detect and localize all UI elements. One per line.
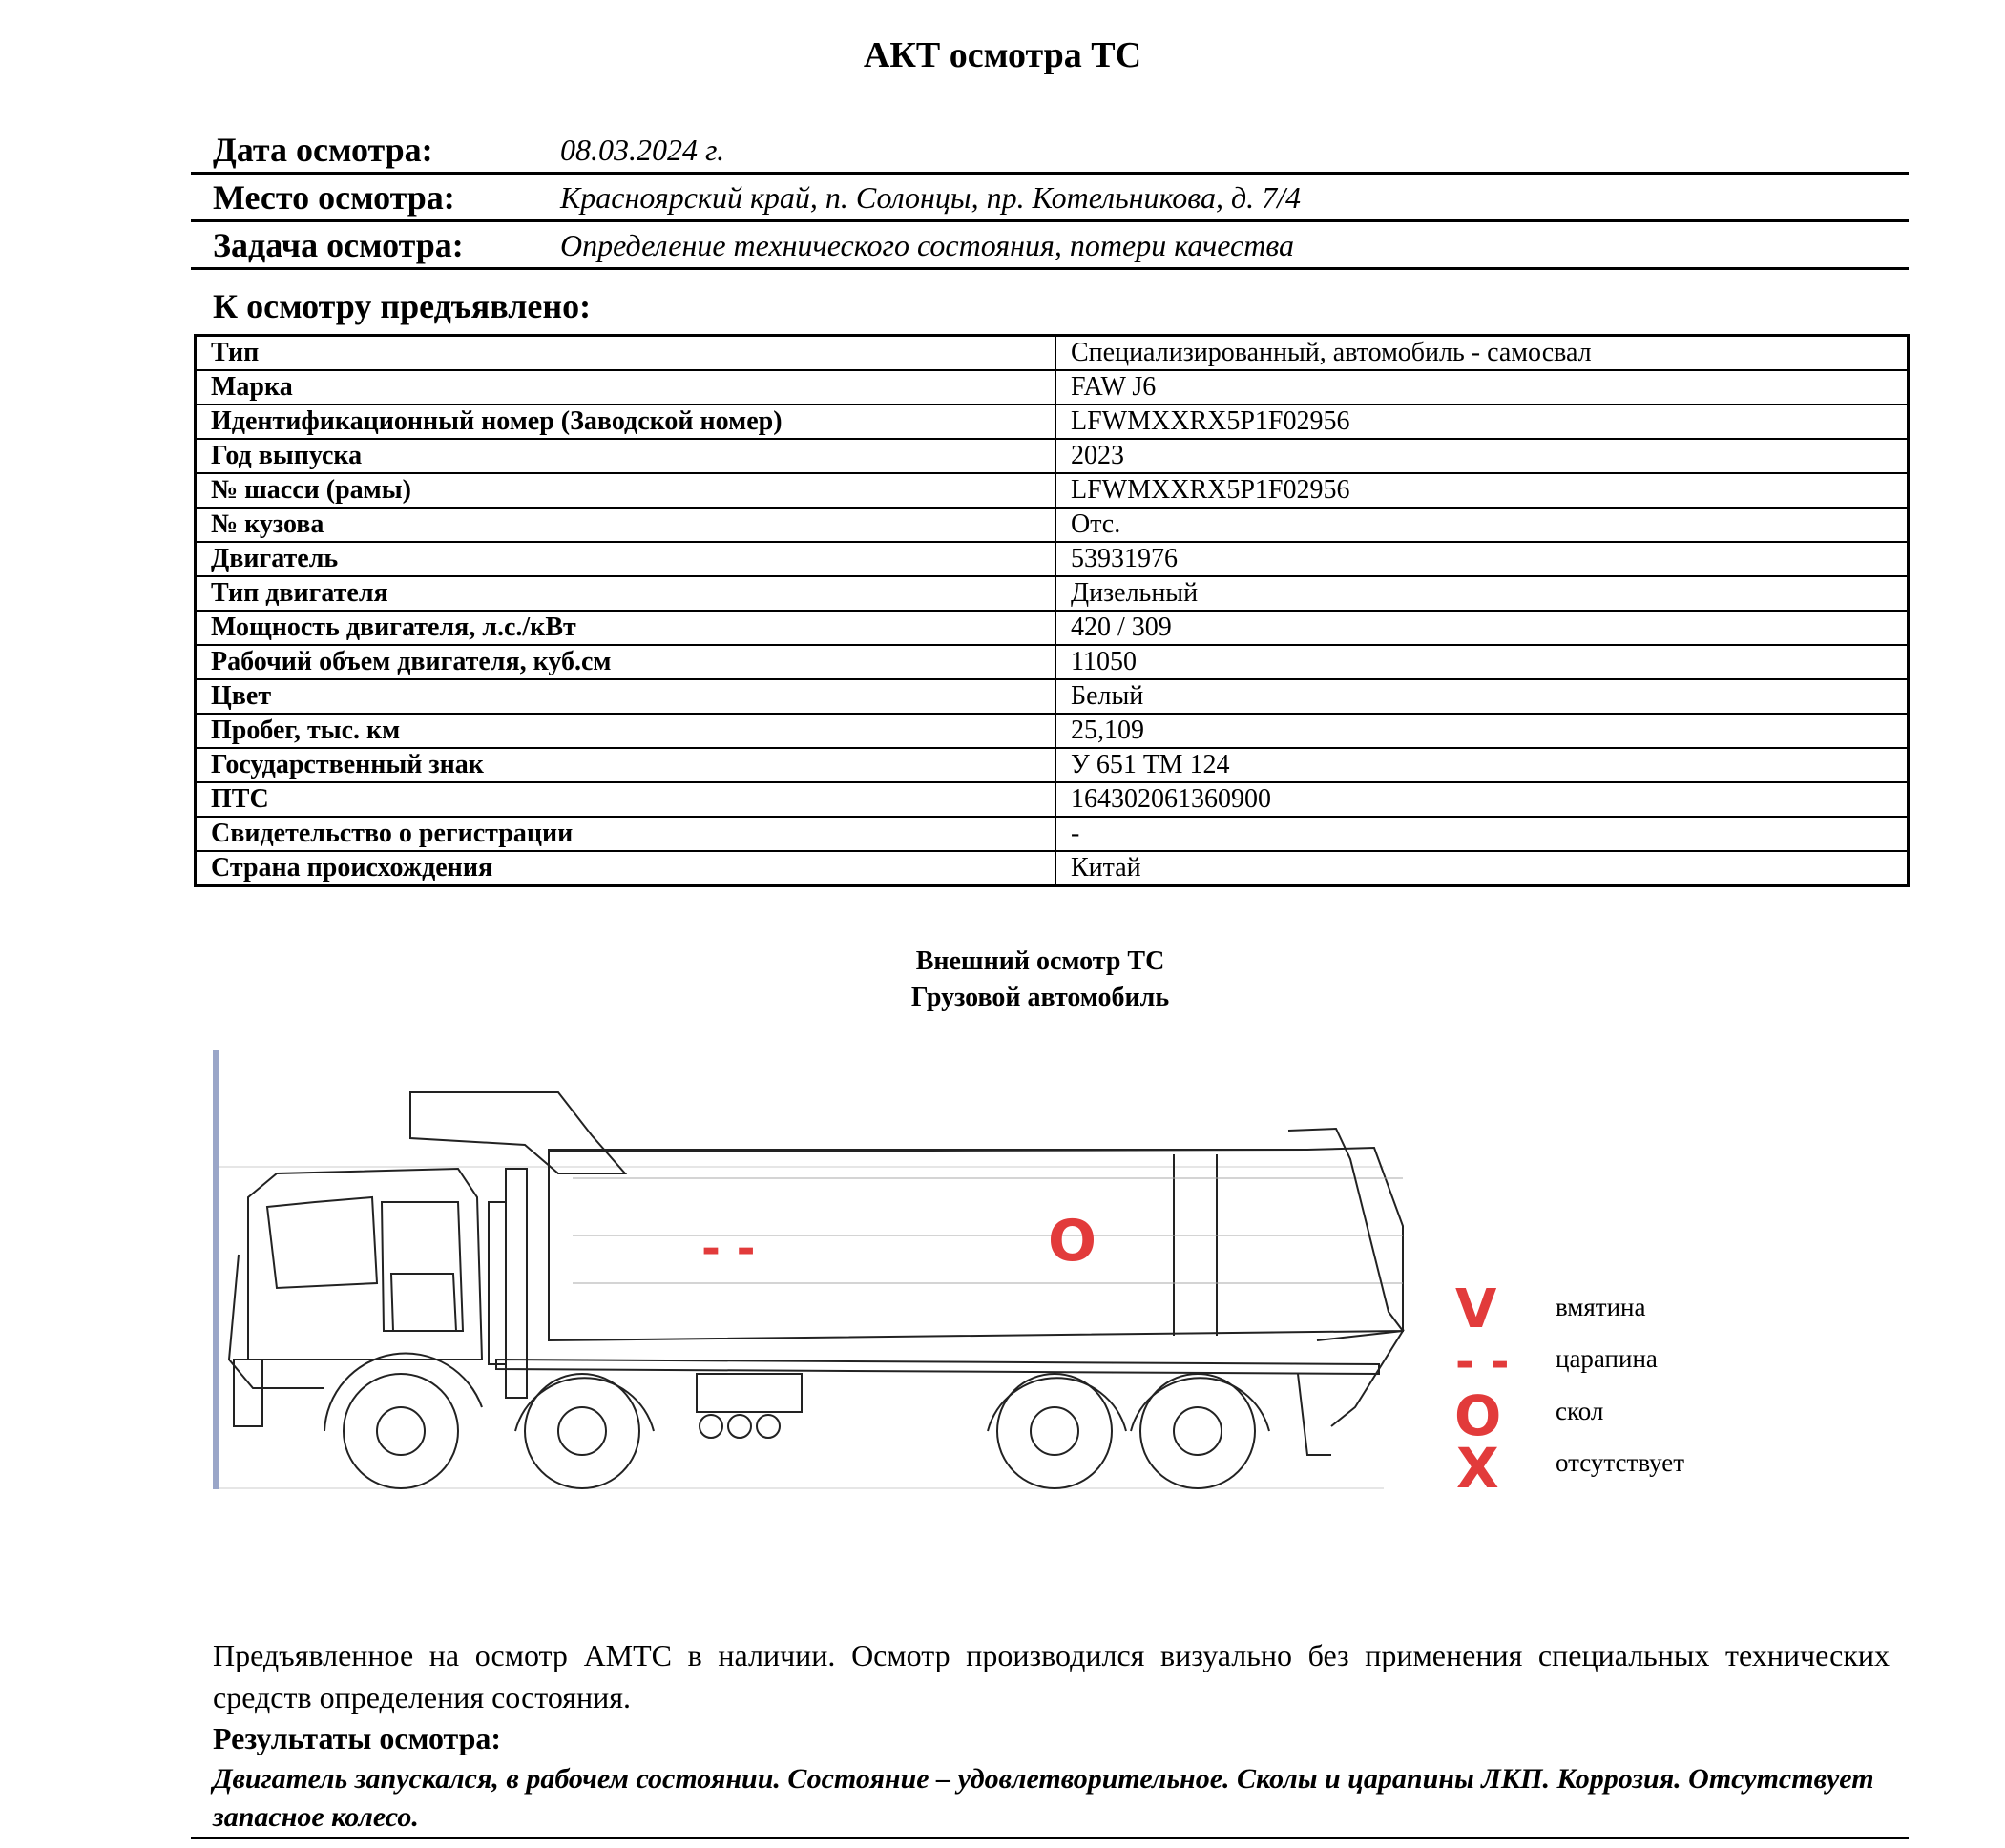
spec-value: У 651 ТМ 124 <box>1055 748 1909 782</box>
spec-value: LFWMXXRX5P1F02956 <box>1055 473 1909 508</box>
spec-key: Марка <box>196 370 1056 405</box>
inspection-heading: Внешний осмотр ТС <box>915 946 1165 976</box>
chip-mark: O <box>1048 1208 1097 1275</box>
legend-label-dent: вмятина <box>1556 1293 1646 1321</box>
spec-value: 11050 <box>1055 645 1909 679</box>
table-row <box>196 645 1909 679</box>
spec-value: 420 / 309 <box>1055 611 1909 645</box>
table-row <box>196 508 1909 542</box>
spec-value: FAW J6 <box>1055 370 1909 405</box>
header-label: Дата осмотра: <box>213 131 433 169</box>
table-row <box>196 817 1909 851</box>
document-title: АКТ осмотра ТС <box>863 35 1142 75</box>
spec-key: Пробег, тыс. км <box>196 714 1056 748</box>
spec-key: Свидетельство о регистрации <box>196 817 1056 851</box>
table-row <box>196 748 1909 782</box>
header-value: Определение технического состояния, потери качества <box>560 228 1294 262</box>
results-text: Двигатель запускался, в рабочем состоянии. Состояние – удовлетворительное. Сколы и царапины ЛКП. Коррозия. Отсутствует запасное колесо. <box>213 1763 1874 1833</box>
legend-label-chip: скол <box>1556 1397 1604 1425</box>
results-heading: Результаты осмотра: <box>213 1721 502 1755</box>
spec-key: Рабочий объем двигателя, куб.см <box>196 645 1056 679</box>
table-row <box>196 851 1909 886</box>
spec-value: Дизельный <box>1055 576 1909 611</box>
table-row <box>196 576 1909 611</box>
spec-value: Китай <box>1055 851 1909 886</box>
spec-value: LFWMXXRX5P1F02956 <box>1055 405 1909 439</box>
spec-key: Государственный знак <box>196 748 1056 782</box>
table-row <box>196 542 1909 576</box>
spec-value: Белый <box>1055 679 1909 714</box>
spec-key: ПТС <box>196 782 1056 817</box>
spec-key: Тип двигателя <box>196 576 1056 611</box>
spec-value: 2023 <box>1055 439 1909 473</box>
table-row <box>196 611 1909 645</box>
inspection-subheading: Грузовой автомобиль <box>910 983 1170 1012</box>
spec-value: Отс. <box>1055 508 1909 542</box>
spec-value: 164302061360900 <box>1055 782 1909 817</box>
table-row <box>196 473 1909 508</box>
legend-label-scratch: царапина <box>1556 1344 1658 1373</box>
spec-key: Год выпуска <box>196 439 1056 473</box>
header-row-date <box>191 124 1909 175</box>
spec-key: Идентификационный номер (Заводской номер) <box>196 405 1056 439</box>
table-row <box>196 782 1909 817</box>
header-value: Красноярский край, п. Солонцы, пр. Котельникова, д. 7/4 <box>560 180 1302 215</box>
spec-key: Тип <box>196 336 1056 371</box>
presented-heading: К осмотру предъявлено: <box>213 287 592 325</box>
vehicle-spec-table <box>194 334 1910 887</box>
spec-value: 25,109 <box>1055 714 1909 748</box>
table-row <box>196 679 1909 714</box>
inspection-paragraph: Предъявленное на осмотр АМТС в наличии. Осмотр производился визуально без применения специальных технических средств определения состояния. <box>213 1638 1890 1714</box>
scratch-symbol: - - <box>1455 1336 1510 1389</box>
header-value: 08.03.2024 г. <box>560 133 725 167</box>
spec-value: - <box>1055 817 1909 851</box>
spec-value: 53931976 <box>1055 542 1909 576</box>
header-row-task <box>191 219 1909 270</box>
spec-key: Страна происхождения <box>196 851 1056 886</box>
bottom-divider <box>191 1837 1909 1839</box>
chip-symbol: O <box>1454 1383 1502 1448</box>
spec-key: Цвет <box>196 679 1056 714</box>
dent-symbol: V <box>1455 1278 1497 1340</box>
missing-symbol: X <box>1456 1436 1499 1501</box>
legend-label-missing: отсутствует <box>1556 1448 1685 1477</box>
truck-diagram <box>210 1045 1412 1498</box>
table-row <box>196 714 1909 748</box>
spec-key: № кузова <box>196 508 1056 542</box>
spec-key: Двигатель <box>196 542 1056 576</box>
header-label: Задача осмотра: <box>213 226 464 264</box>
spec-value: Специализированный, автомобиль - самосвал <box>1055 336 1909 371</box>
table-row <box>196 336 1909 371</box>
table-row <box>196 405 1909 439</box>
table-row <box>196 370 1909 405</box>
scratch-mark: - - <box>701 1222 756 1276</box>
spec-key: Мощность двигателя, л.с./кВт <box>196 611 1056 645</box>
header-label: Место осмотра: <box>213 178 455 217</box>
table-row <box>196 439 1909 473</box>
header-row-place <box>191 172 1909 222</box>
spec-key: № шасси (рамы) <box>196 473 1056 508</box>
